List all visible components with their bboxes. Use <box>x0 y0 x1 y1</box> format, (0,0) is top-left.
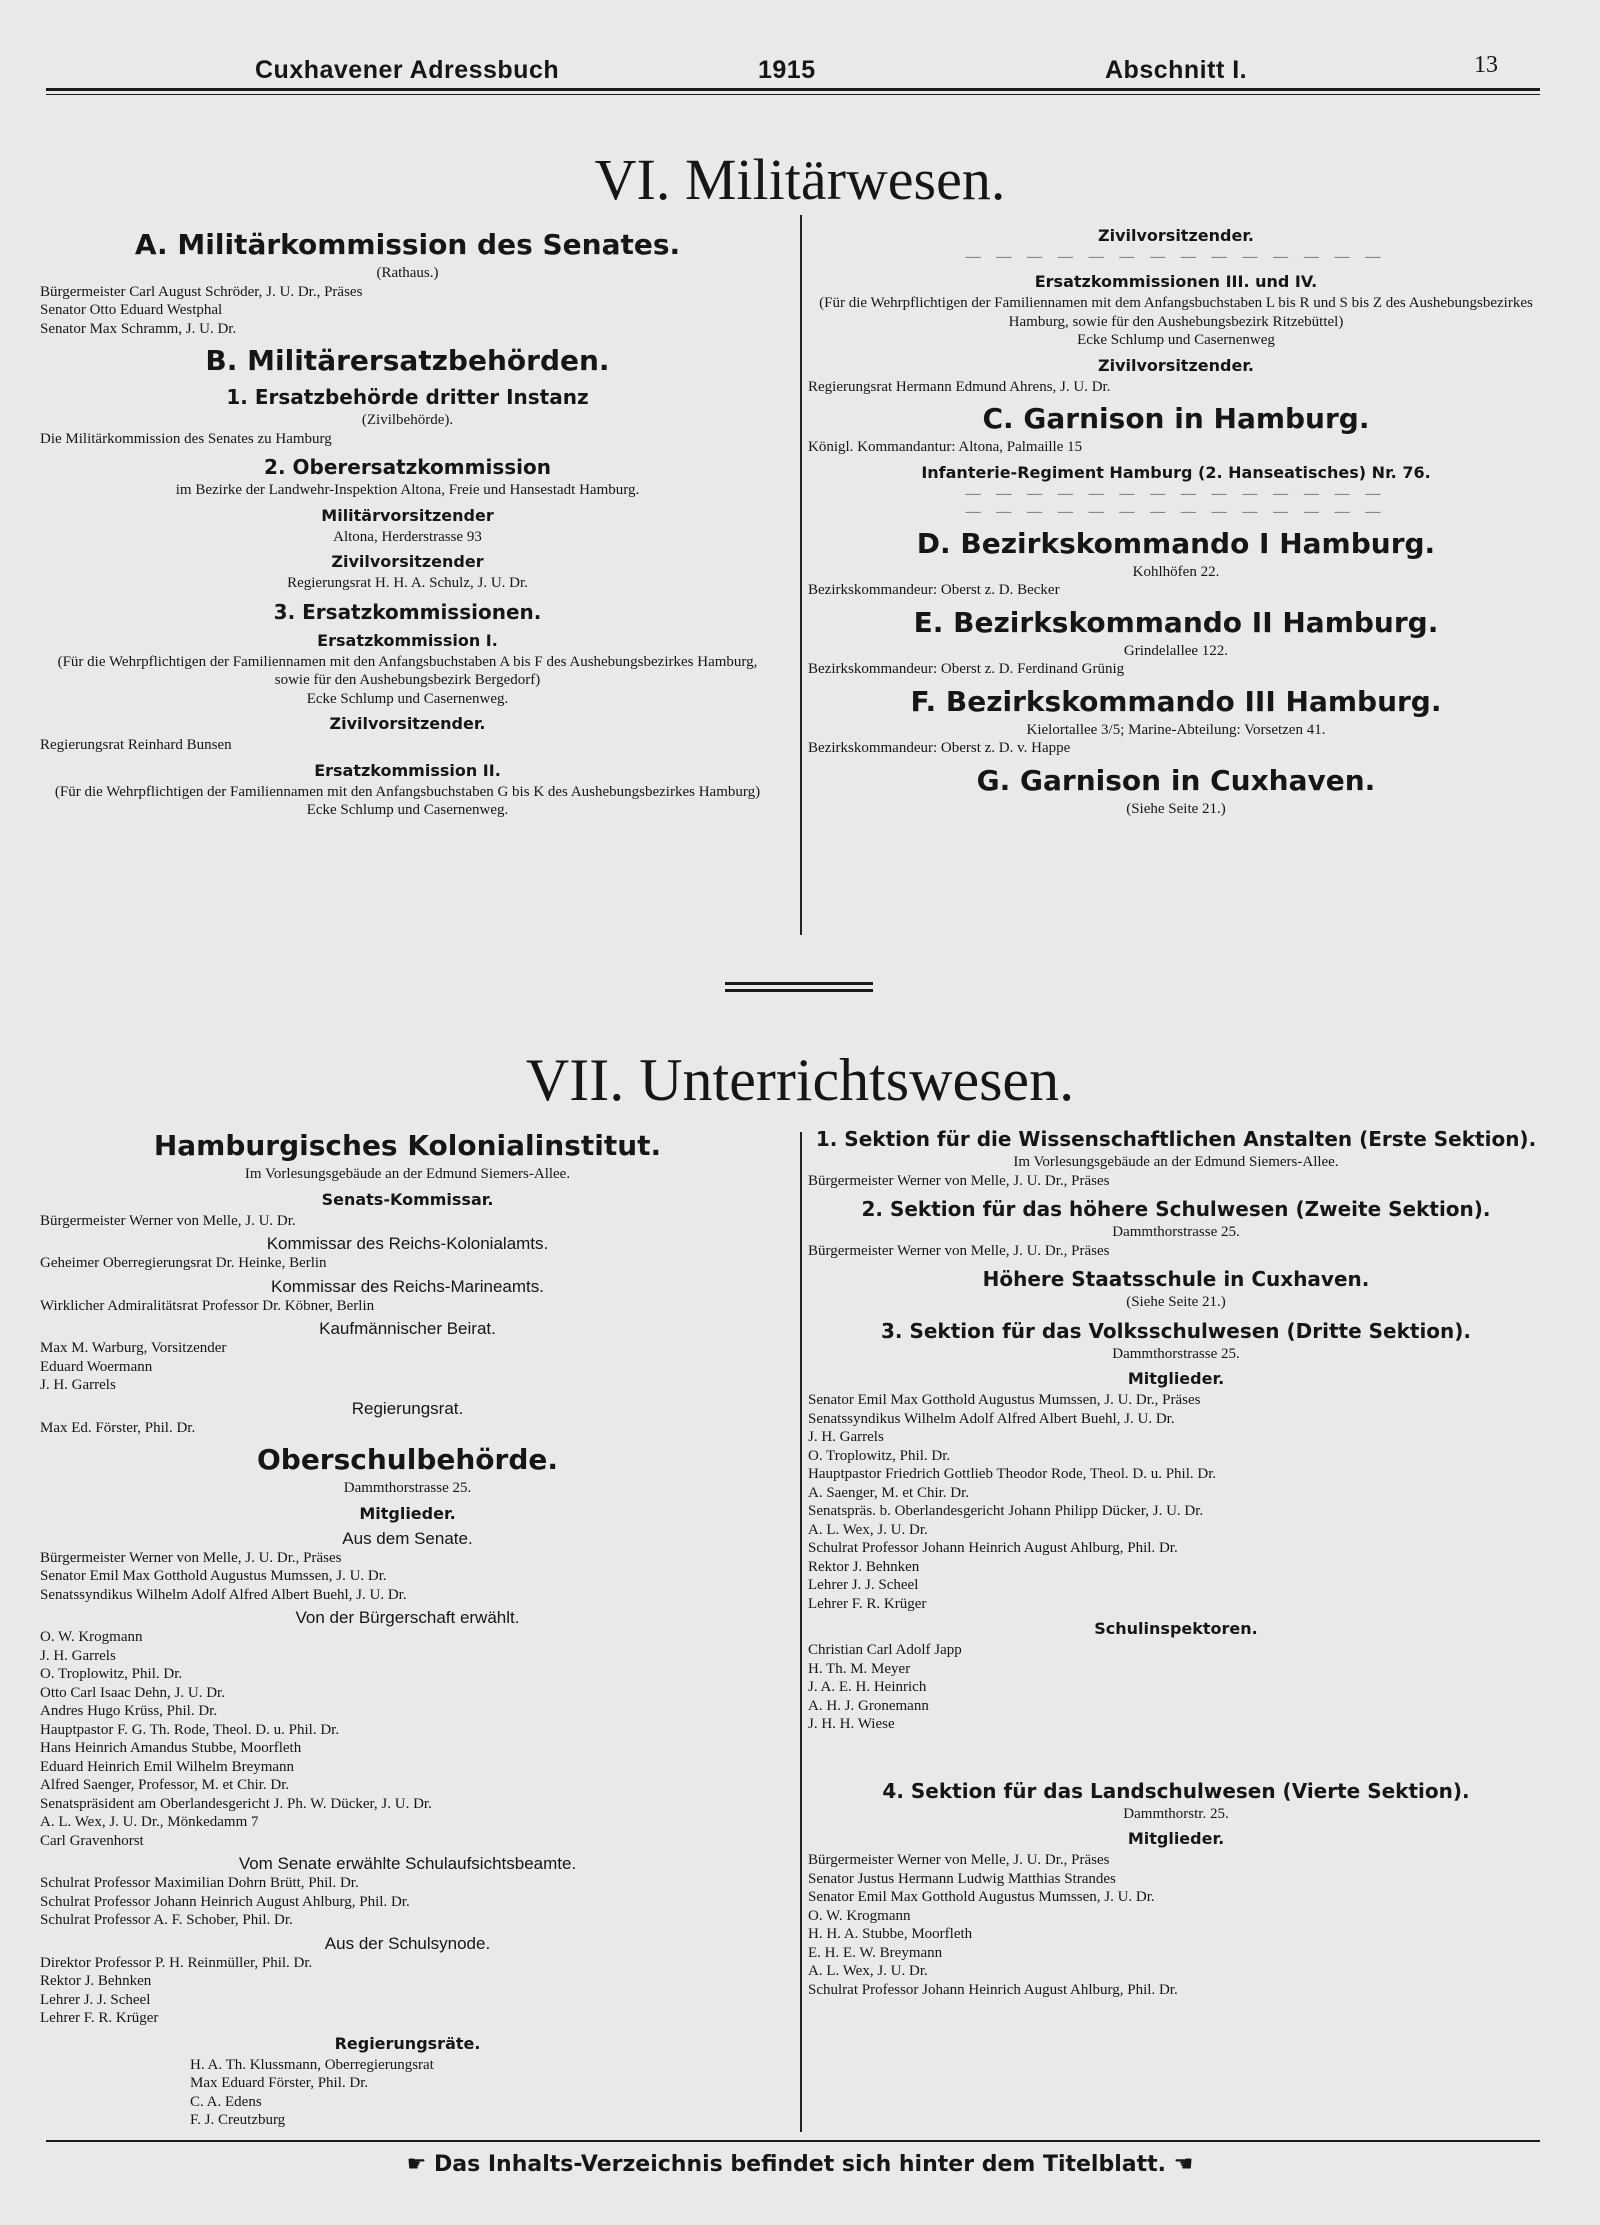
text-line: Max M. Warburg, Vorsitzender <box>40 1340 227 1356</box>
text-line-centered: im Bezirke der Landwehr-Inspektion Altona, Freie und Hansestadt Hamburg. <box>175 482 640 498</box>
text-line: Schulrat Professor Maximilian Dohrn Brütt, Phil. Dr. <box>40 1875 359 1891</box>
subsection-heading: 3. Ersatzkommissionen. <box>273 599 542 624</box>
minor-heading: Schulinspektoren. <box>1094 1619 1258 1638</box>
text-line-centered: (Für die Wehrpflichtigen der Familiennamen mit dem Anfangsbuchstaben L bis R und S bis Z des Aushebungsbezirkes Hamburg, sowie für den Aushebungsbezirk Ritzebüttel) <box>819 295 1533 330</box>
subsection-heading: 1. Ersatzbehörde dritter Instanz <box>226 385 589 409</box>
text-line-indented: H. A. Th. Klussmann, Oberregierungsrat <box>190 2056 434 2073</box>
footer-text: Das Inhalts-Verzeichnis befindet sich hinter dem Titelblatt. <box>433 2152 1166 2177</box>
text-line: Bürgermeister Werner von Melle, J. U. Dr., Präses <box>808 1242 1110 1259</box>
text-line: Senator Emil Max Gotthold Augustus Mumssen, J. U. Dr. <box>808 1889 1155 1905</box>
dash-placeholder: — — — — — — — — — — — — — — <box>965 249 1387 265</box>
text-line-centered: Dammthorstrasse 25. <box>1112 1345 1240 1362</box>
text-line: J. A. E. H. Heinrich <box>808 1679 927 1695</box>
text-line: Bürgermeister Werner von Melle, J. U. Dr. <box>40 1212 296 1229</box>
section-heading: B. Militärersatzbehörden. <box>205 344 610 377</box>
text-line: Senator Emil Max Gotthold Augustus Mumssen, J. U. Dr. <box>40 1568 387 1584</box>
text-line: Lehrer F. R. Krüger <box>808 1595 927 1612</box>
minor-heading: Infanterie-Regiment Hamburg (2. Hanseatisches) Nr. 76. <box>921 462 1431 482</box>
text-line-centered: Dammthorstrasse 25. <box>1112 1224 1240 1240</box>
text-line-centered: (Für die Wehrpflichtigen der Familiennamen mit den Anfangsbuchstaben G bis K des Aushebungsbezirkes Hamburg) <box>54 783 761 800</box>
group-heading: Aus der Schulsynode. <box>324 1933 491 1953</box>
text-line: J. H. H. Wiese <box>808 1716 895 1732</box>
text-line-centered: Dammthorstr. 25. <box>1123 1805 1229 1822</box>
group-heading: Regierungsrat. <box>351 1398 464 1418</box>
section-heading: F. Bezirkskommando III Hamburg. <box>910 684 1442 718</box>
header-year: 1915 <box>758 56 816 84</box>
text-line: Lehrer J. J. Scheel <box>40 1991 151 2008</box>
subsection-heading: 2. Oberersatzkommission <box>264 455 551 479</box>
text-line: Hans Heinrich Amandus Stubbe, Moorfleth <box>40 1740 302 1756</box>
text-line-centered: Ecke Schlump und Casernenweg. <box>306 690 509 707</box>
text-line: Bürgermeister Werner von Melle, J. U. Dr., Präses <box>808 1172 1110 1189</box>
text-line: O. Troplowitz, Phil. Dr. <box>808 1447 951 1464</box>
text-line: Otto Carl Isaac Dehn, J. U. Dr. <box>40 1684 225 1701</box>
minor-heading: Senats-Kommissar. <box>321 1189 494 1209</box>
text-line: Max Ed. Förster, Phil. Dr. <box>40 1419 196 1436</box>
spacer <box>808 1734 1544 1772</box>
group-heading: Kaufmännischer Beirat. <box>319 1319 496 1338</box>
chapter-separator <box>725 982 873 985</box>
text-line: Rektor J. Behnken <box>40 1973 152 1989</box>
column-divider-2 <box>800 1132 802 2132</box>
minor-heading: Mitglieder. <box>359 1503 456 1523</box>
text-line-centered: Regierungsrat H. H. A. Schulz, J. U. Dr. <box>287 575 528 591</box>
text-line-indented: Max Eduard Förster, Phil. Dr. <box>190 2075 369 2091</box>
text-line: Christian Carl Adolf Japp <box>808 1642 962 1658</box>
text-line: J. H. Garrels <box>40 1377 116 1393</box>
section-heading: Oberschulbehörde. <box>256 1443 559 1476</box>
subsection-heading: 3. Sektion für das Volksschulwesen (Dritte Sektion). <box>880 1318 1472 1343</box>
text-line: Senator Max Schramm, J. U. Dr. <box>40 320 237 337</box>
minor-heading: Mitglieder. <box>1127 1369 1225 1388</box>
footer-note <box>0 2152 1600 2177</box>
minor-heading: Zivilvorsitzender <box>331 552 484 571</box>
text-line: Königl. Kommandantur: Altona, Palmaille 15 <box>808 439 1083 455</box>
minor-heading: Regierungsräte. <box>334 2033 481 2053</box>
text-line-indented: C. A. Edens <box>190 2093 262 2110</box>
header-rule <box>46 88 1540 91</box>
text-line: Lehrer F. R. Krüger <box>40 2010 159 2026</box>
footer-rule <box>46 2140 1540 2142</box>
text-line: A. Saenger, M. et Chir. Dr. <box>808 1484 970 1501</box>
chapter-7-right-column <box>808 1120 1544 1999</box>
subsection-heading: Höhere Staatsschule in Cuxhaven. <box>982 1267 1370 1291</box>
minor-heading: Zivilvorsitzender. <box>1098 226 1254 245</box>
text-line-centered: (Zivilbehörde). <box>361 412 454 428</box>
text-line-centered: Im Vorlesungsgebäude an der Edmund Siemers-Allee. <box>244 1166 571 1182</box>
text-line: Wirklicher Admiralitätsrat Professor Dr. Köbner, Berlin <box>40 1297 375 1314</box>
text-line: H. H. A. Stubbe, Moorfleth <box>808 1926 973 1942</box>
text-line: Regierungsrat Hermann Edmund Ahrens, J. U. Dr. <box>808 378 1111 395</box>
text-line: Senatspräs. b. Oberlandesgericht Johann Philipp Dücker, J. U. Dr. <box>808 1503 1204 1519</box>
text-line: Senatssyndikus Wilhelm Adolf Alfred Albert Buehl, J. U. Dr. <box>808 1410 1175 1427</box>
pointing-hand-icon-right: ☚ <box>1166 2152 1194 2177</box>
page-number: 13 <box>1474 52 1498 78</box>
text-line: Geheimer Oberregierungsrat Dr. Heinke, Berlin <box>40 1255 327 1271</box>
subsection-heading: 1. Sektion für die Wissenschaftlichen Anstalten (Erste Sektion). <box>815 1127 1537 1151</box>
dash-placeholder: — — — — — — — — — — — — — — <box>965 485 1387 502</box>
text-line: O. W. Krogmann <box>40 1629 143 1645</box>
text-line: O. Troplowitz, Phil. Dr. <box>40 1666 183 1682</box>
text-line: Senator Otto Eduard Westphal <box>40 302 223 318</box>
text-line: Direktor Professor P. H. Reinmüller, Phil. Dr. <box>40 1954 313 1971</box>
text-line: A. L. Wex, J. U. Dr., Mönkedamm 7 <box>40 1814 259 1830</box>
group-heading: Vom Senate erwählte Schulaufsichtsbeamte. <box>238 1854 577 1873</box>
section-heading: Hamburgisches Kolonialinstitut. <box>153 1129 662 1162</box>
text-line-centered: Ecke Schlump und Casernenweg. <box>306 802 509 818</box>
section-heading: C. Garnison in Hamburg. <box>982 402 1370 435</box>
header-rule-thin <box>46 94 1540 95</box>
text-line: Rektor J. Behnken <box>808 1558 920 1575</box>
group-heading: Kommissar des Reichs-Kolonialamts. <box>266 1234 549 1253</box>
text-line: E. H. E. W. Breymann <box>808 1944 943 1961</box>
group-heading: Aus dem Senate. <box>342 1528 473 1548</box>
text-line-centered: Kielortallee 3/5; Marine-Abteilung: Vorsetzen 41. <box>1026 721 1326 738</box>
text-line: Regierungsrat Reinhard Bunsen <box>40 737 232 753</box>
text-line: Senatssyndikus Wilhelm Adolf Alfred Albert Buehl, J. U. Dr. <box>40 1586 407 1603</box>
text-line: Alfred Saenger, Professor, M. et Chir. Dr. <box>40 1777 290 1793</box>
text-line: J. H. Garrels <box>40 1647 116 1664</box>
text-line-centered: Grindelallee 122. <box>1123 642 1229 659</box>
text-line-indented: F. J. Creutzburg <box>190 2112 286 2128</box>
section-heading: G. Garnison in Cuxhaven. <box>976 763 1376 797</box>
text-line: Eduard Woermann <box>40 1358 153 1375</box>
chapter-6-title: VI. Militärwesen. <box>594 147 1006 212</box>
minor-heading: Ersatzkommissionen III. und IV. <box>1034 272 1318 291</box>
chapter-6-left-column <box>40 222 775 820</box>
text-line-centered: Kohlhöfen 22. <box>1132 563 1220 580</box>
column-divider <box>800 215 802 935</box>
text-line: Schulrat Professor A. F. Schober, Phil. Dr. <box>40 1912 293 1928</box>
text-line-centered: Ecke Schlump und Casernenweg <box>1077 332 1275 348</box>
text-line: Senator Justus Hermann Ludwig Matthias Strandes <box>808 1870 1116 1887</box>
text-line: Eduard Heinrich Emil Wilhelm Breymann <box>40 1758 295 1775</box>
minor-heading: Ersatzkommission I. <box>317 630 498 650</box>
text-line: Bürgermeister Werner von Melle, J. U. Dr., Präses <box>808 1852 1110 1868</box>
text-line: Schulrat Professor Johann Heinrich August Ahlburg, Phil. Dr. <box>808 1540 1178 1556</box>
text-line: Bezirkskommandeur: Oberst z. D. v. Happe <box>808 740 1071 756</box>
subsection-heading: 4. Sektion für das Landschulwesen (Vierte Sektion). <box>882 1778 1470 1803</box>
group-heading: Kommissar des Reichs-Marineamts. <box>270 1276 544 1296</box>
text-line: Senatspräsident am Oberlandesgericht J. Ph. W. Dücker, J. U. Dr. <box>40 1795 432 1812</box>
minor-heading: Ersatzkommission II. <box>314 760 501 780</box>
text-line: Bezirkskommandeur: Oberst z. D. Ferdinand Grünig <box>808 661 1125 677</box>
header-title: Cuxhavener Adressbuch <box>255 56 560 84</box>
text-line: J. H. Garrels <box>808 1429 884 1445</box>
text-line-centered: Dammthorstrasse 25. <box>343 1480 472 1496</box>
section-heading: D. Bezirkskommando I Hamburg. <box>916 526 1436 560</box>
group-heading: Von der Bürgerschaft erwählt. <box>295 1608 520 1627</box>
text-line: A. L. Wex, J. U. Dr. <box>808 1521 928 1538</box>
text-line: Bürgermeister Carl August Schröder, J. U. Dr., Präses <box>40 283 363 300</box>
header-section: Abschnitt I. <box>1105 56 1248 84</box>
text-line-centered: (Rathaus.) <box>376 265 439 281</box>
text-line-centered: (Siehe Seite 21.) <box>1126 1294 1226 1310</box>
text-line: Carl Gravenhorst <box>40 1832 144 1849</box>
text-line: Bezirkskommandeur: Oberst z. D. Becker <box>808 582 1060 598</box>
section-heading: A. Militärkommission des Senates. <box>134 228 681 261</box>
chapter-separator-2 <box>725 989 873 992</box>
text-line-centered: Altona, Herderstrasse 93 <box>333 528 482 545</box>
dash-placeholder: — — — — — — — — — — — — — — <box>965 503 1387 520</box>
text-line: Hauptpastor Friedrich Gottlieb Theodor Rode, Theol. D. u. Phil. Dr. <box>808 1466 1217 1482</box>
minor-heading: Militärvorsitzender <box>321 505 494 525</box>
text-line: Andres Hugo Krüss, Phil. Dr. <box>40 1703 218 1719</box>
text-line: Die Militärkommission des Senates zu Hamburg <box>40 430 332 447</box>
minor-heading: Zivilvorsitzender. <box>1098 355 1254 375</box>
section-heading: E. Bezirkskommando II Hamburg. <box>913 605 1439 639</box>
text-line: Senator Emil Max Gotthold Augustus Mumssen, J. U. Dr., Präses <box>808 1392 1201 1408</box>
text-line: Hauptpastor F. G. Th. Rode, Theol. D. u. Phil. Dr. <box>40 1721 340 1738</box>
text-line: Schulrat Professor Johann Heinrich August Ahlburg, Phil. Dr. <box>808 1981 1178 1998</box>
text-line-centered: Im Vorlesungsgebäude an der Edmund Siemers-Allee. <box>1013 1154 1339 1170</box>
chapter-6-right-column <box>808 220 1544 818</box>
minor-heading: Zivilvorsitzender. <box>329 714 486 733</box>
chapter-7-left-column <box>40 1123 775 2130</box>
pointing-hand-icon: ☛ <box>406 2152 434 2177</box>
text-line: Lehrer J. J. Scheel <box>808 1577 919 1593</box>
subsection-heading: 2. Sektion für das höhere Schulwesen (Zweite Sektion). <box>861 1197 1491 1221</box>
text-line-centered: (Für die Wehrpflichtigen der Familiennamen mit den Anfangsbuchstaben A bis F des Aushebungsbezirkes Hamburg, sowie für den Aushebungsbezirk Bergedorf) <box>57 653 758 688</box>
chapter-7-title: VII. Unterrichtswesen. <box>525 1047 1075 1113</box>
text-line-centered: (Siehe Seite 21.) <box>1126 800 1226 817</box>
text-line: H. Th. M. Meyer <box>808 1660 911 1677</box>
text-line: A. L. Wex, J. U. Dr. <box>808 1963 928 1979</box>
text-line: O. W. Krogmann <box>808 1907 911 1924</box>
text-line: Schulrat Professor Johann Heinrich August Ahlburg, Phil. Dr. <box>40 1893 410 1910</box>
text-line: A. H. J. Gronemann <box>808 1697 929 1714</box>
minor-heading: Mitglieder. <box>1127 1829 1225 1848</box>
text-line: Bürgermeister Werner von Melle, J. U. Dr., Präses <box>40 1549 342 1566</box>
